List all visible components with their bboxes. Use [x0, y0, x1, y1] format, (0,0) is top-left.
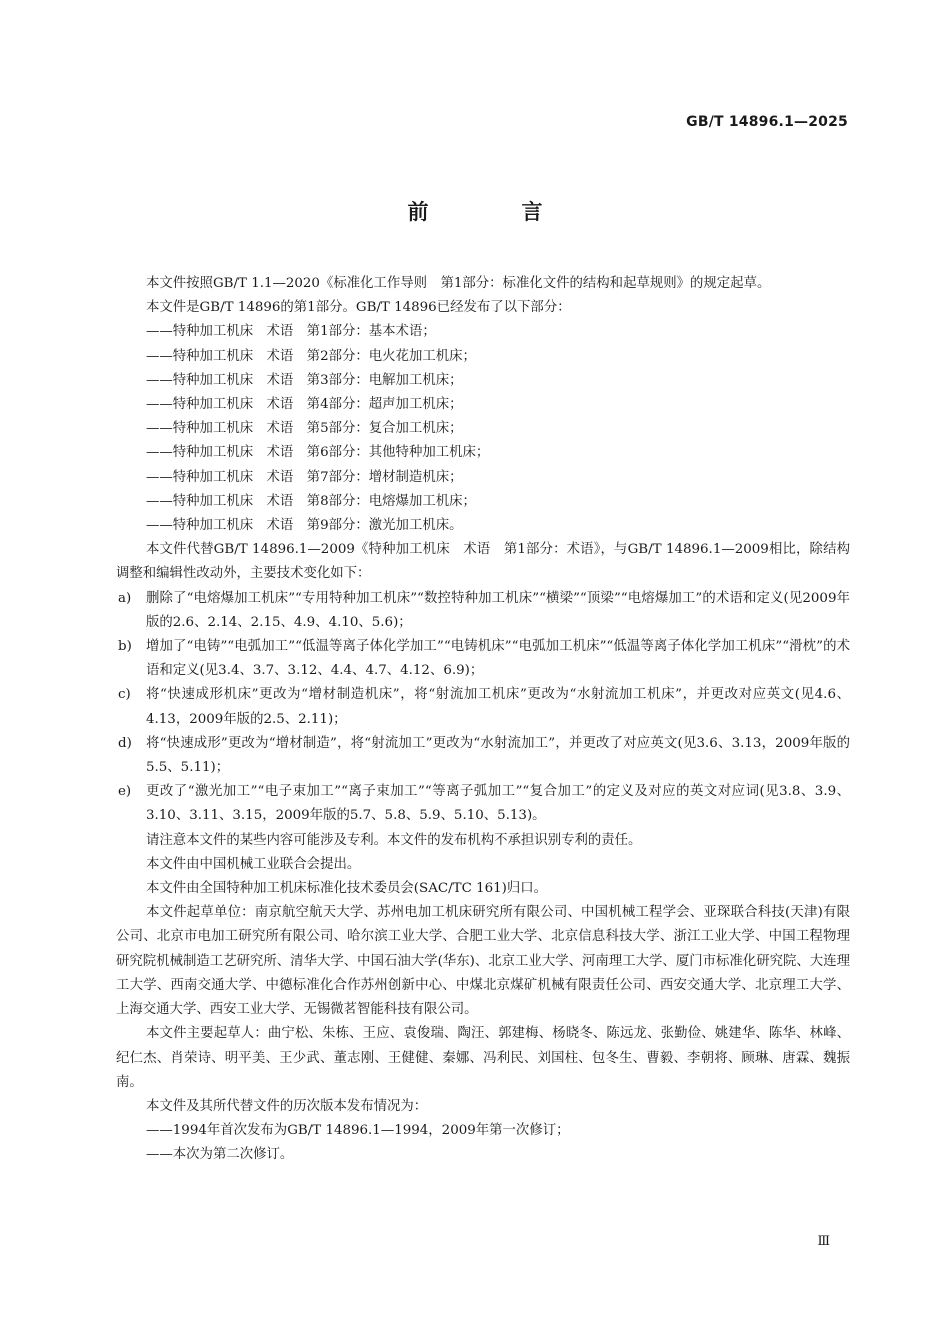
change-item-text: 增加了“电铸”“电弧加工”“低温等离子体化学加工”“电铸机床”“电弧加工机床”“低温等离子体化学加工机床”“滑枕”的术语和定义(见3.4、3.7、3.12、4.4、4.7、4.12、6.9)； [146, 639, 850, 679]
part-list-item: ——特种加工机床 术语 第7部分：增材制造机床； [146, 469, 463, 485]
part-list-item: ——特种加工机床 术语 第9部分：激光加工机床。 [146, 518, 463, 534]
foreword-body [116, 272, 850, 1168]
page-number: Ⅲ [817, 1234, 830, 1249]
proposed-by: 本文件由中国机械工业联合会提出。 [146, 856, 361, 872]
patent-notice: 请注意本文件的某些内容可能涉及专利。本文件的发布机构不承担识别专利的责任。 [146, 832, 642, 848]
history-item: ——1994年首次发布为GB/T 14896.1—1994，2009年第一次修订； [146, 1123, 570, 1139]
part-list-item: ——特种加工机床 术语 第1部分：基本术语； [146, 324, 436, 340]
drafting-units: 本文件起草单位：南京航空航天大学、苏州电加工机床研究所有限公司、中国机械工程学会、亚琛联合科技(天津)有限公司、北京市电加工研究所有限公司、哈尔滨工业大学、合肥工业大学、北京信息科技大学、浙江工业大学、中国工程物理研究院机械制造工艺研究所、清华大学、中国石油大学(华东)、北京工业大学、河南理工大学、厦门市标准化研究院、大连理工大学、西南交通大学、中德标准化合作苏州创新中心、中煤北京煤矿机械有限责任公司、西安交通大学、北京理工大学、上海交通大学、西安工业大学、无锡微茗智能科技有限公司。 [116, 905, 850, 1018]
history-intro: 本文件及其所代替文件的历次版本发布情况为： [146, 1098, 428, 1114]
change-item-label: e) [118, 784, 132, 800]
part-list-item: ——特种加工机床 术语 第2部分：电火花加工机床； [146, 348, 476, 364]
main-drafters: 本文件主要起草人：曲宁松、朱栋、王应、袁俊瑞、陶汪、郭建梅、杨晓冬、陈远龙、张勤俭、姚建华、陈华、林峰、纪仁杰、肖荣诗、明平美、王少武、董志刚、王健健、秦娜、冯利民、刘国柱、包冬生、曹毅、李朝将、顾琳、唐霖、魏振南。 [116, 1026, 850, 1090]
change-item-label: a) [118, 590, 132, 606]
replacement-paragraph: 本文件代替GB/T 14896.1—2009《特种加工机床 术语 第1部分：术语》，与GB/T 14896.1—2009相比，除结构调整和编辑性改动外，主要技术变化如下： [116, 542, 850, 582]
change-item-label: b) [118, 639, 132, 655]
standard-code: GB/T 14896.1—2025 [686, 114, 848, 130]
change-item-text: 将“快速成形”更改为“增材制造”，将“射流加工”更改为“水射流加工”，并更改了对应英文(见3.6、3.13，2009年版的5.5、5.11)； [146, 735, 850, 776]
change-item-text: 更改了“激光加工”“电子束加工”“离子束加工”“等离子弧加工”“复合加工”的定义及对应的英文对应词(见3.8、3.9、3.10、3.11、3.15，2009年版的5.7、5.8、5.9、5.10、5.13)。 [146, 784, 850, 824]
page-title: 前 言 [407, 200, 579, 224]
part-list-item: ——特种加工机床 术语 第6部分：其他特种加工机床； [146, 445, 490, 461]
history-item: ——本次为第二次修订。 [146, 1147, 294, 1163]
parts-intro-paragraph: 本文件是GB/T 14896的第1部分。GB/T 14896已经发布了以下部分： [146, 300, 571, 316]
part-list-item: ——特种加工机床 术语 第5部分：复合加工机床； [146, 421, 463, 437]
change-item [116, 732, 850, 780]
change-item [116, 780, 850, 828]
change-item-label: c) [118, 687, 131, 703]
change-item [116, 683, 850, 731]
change-item [116, 635, 850, 683]
centralized-by: 本文件由全国特种加工机床标准化技术委员会(SAC/TC 161)归口。 [146, 881, 548, 897]
part-list-item: ——特种加工机床 术语 第3部分：电解加工机床； [146, 372, 463, 388]
change-item-text: 删除了“电熔爆加工机床”“专用特种加工机床”“数控特种加工机床”“横梁”“顶梁”“电熔爆加工”的术语和定义(见2009年版的2.6、2.14、2.15、4.9、4.10、5.6)； [146, 590, 850, 630]
part-list-item: ——特种加工机床 术语 第4部分：超声加工机床； [146, 397, 463, 413]
change-item-text: 将“快速成形机床”更改为“增材制造机床”，将“射流加工机床”更改为“水射流加工机床”，并更改对应英文(见4.6、4.13，2009年版的2.5、2.11)； [146, 687, 850, 727]
change-item-label: d) [118, 735, 132, 751]
part-list-item: ——特种加工机床 术语 第8部分：电熔爆加工机床； [146, 493, 476, 509]
drafting-rule-paragraph: 本文件按照GB/T 1.1—2020《标准化工作导则 第1部分：标准化文件的结构和起草规则》的规定起草。 [146, 276, 771, 291]
change-item [116, 587, 850, 635]
